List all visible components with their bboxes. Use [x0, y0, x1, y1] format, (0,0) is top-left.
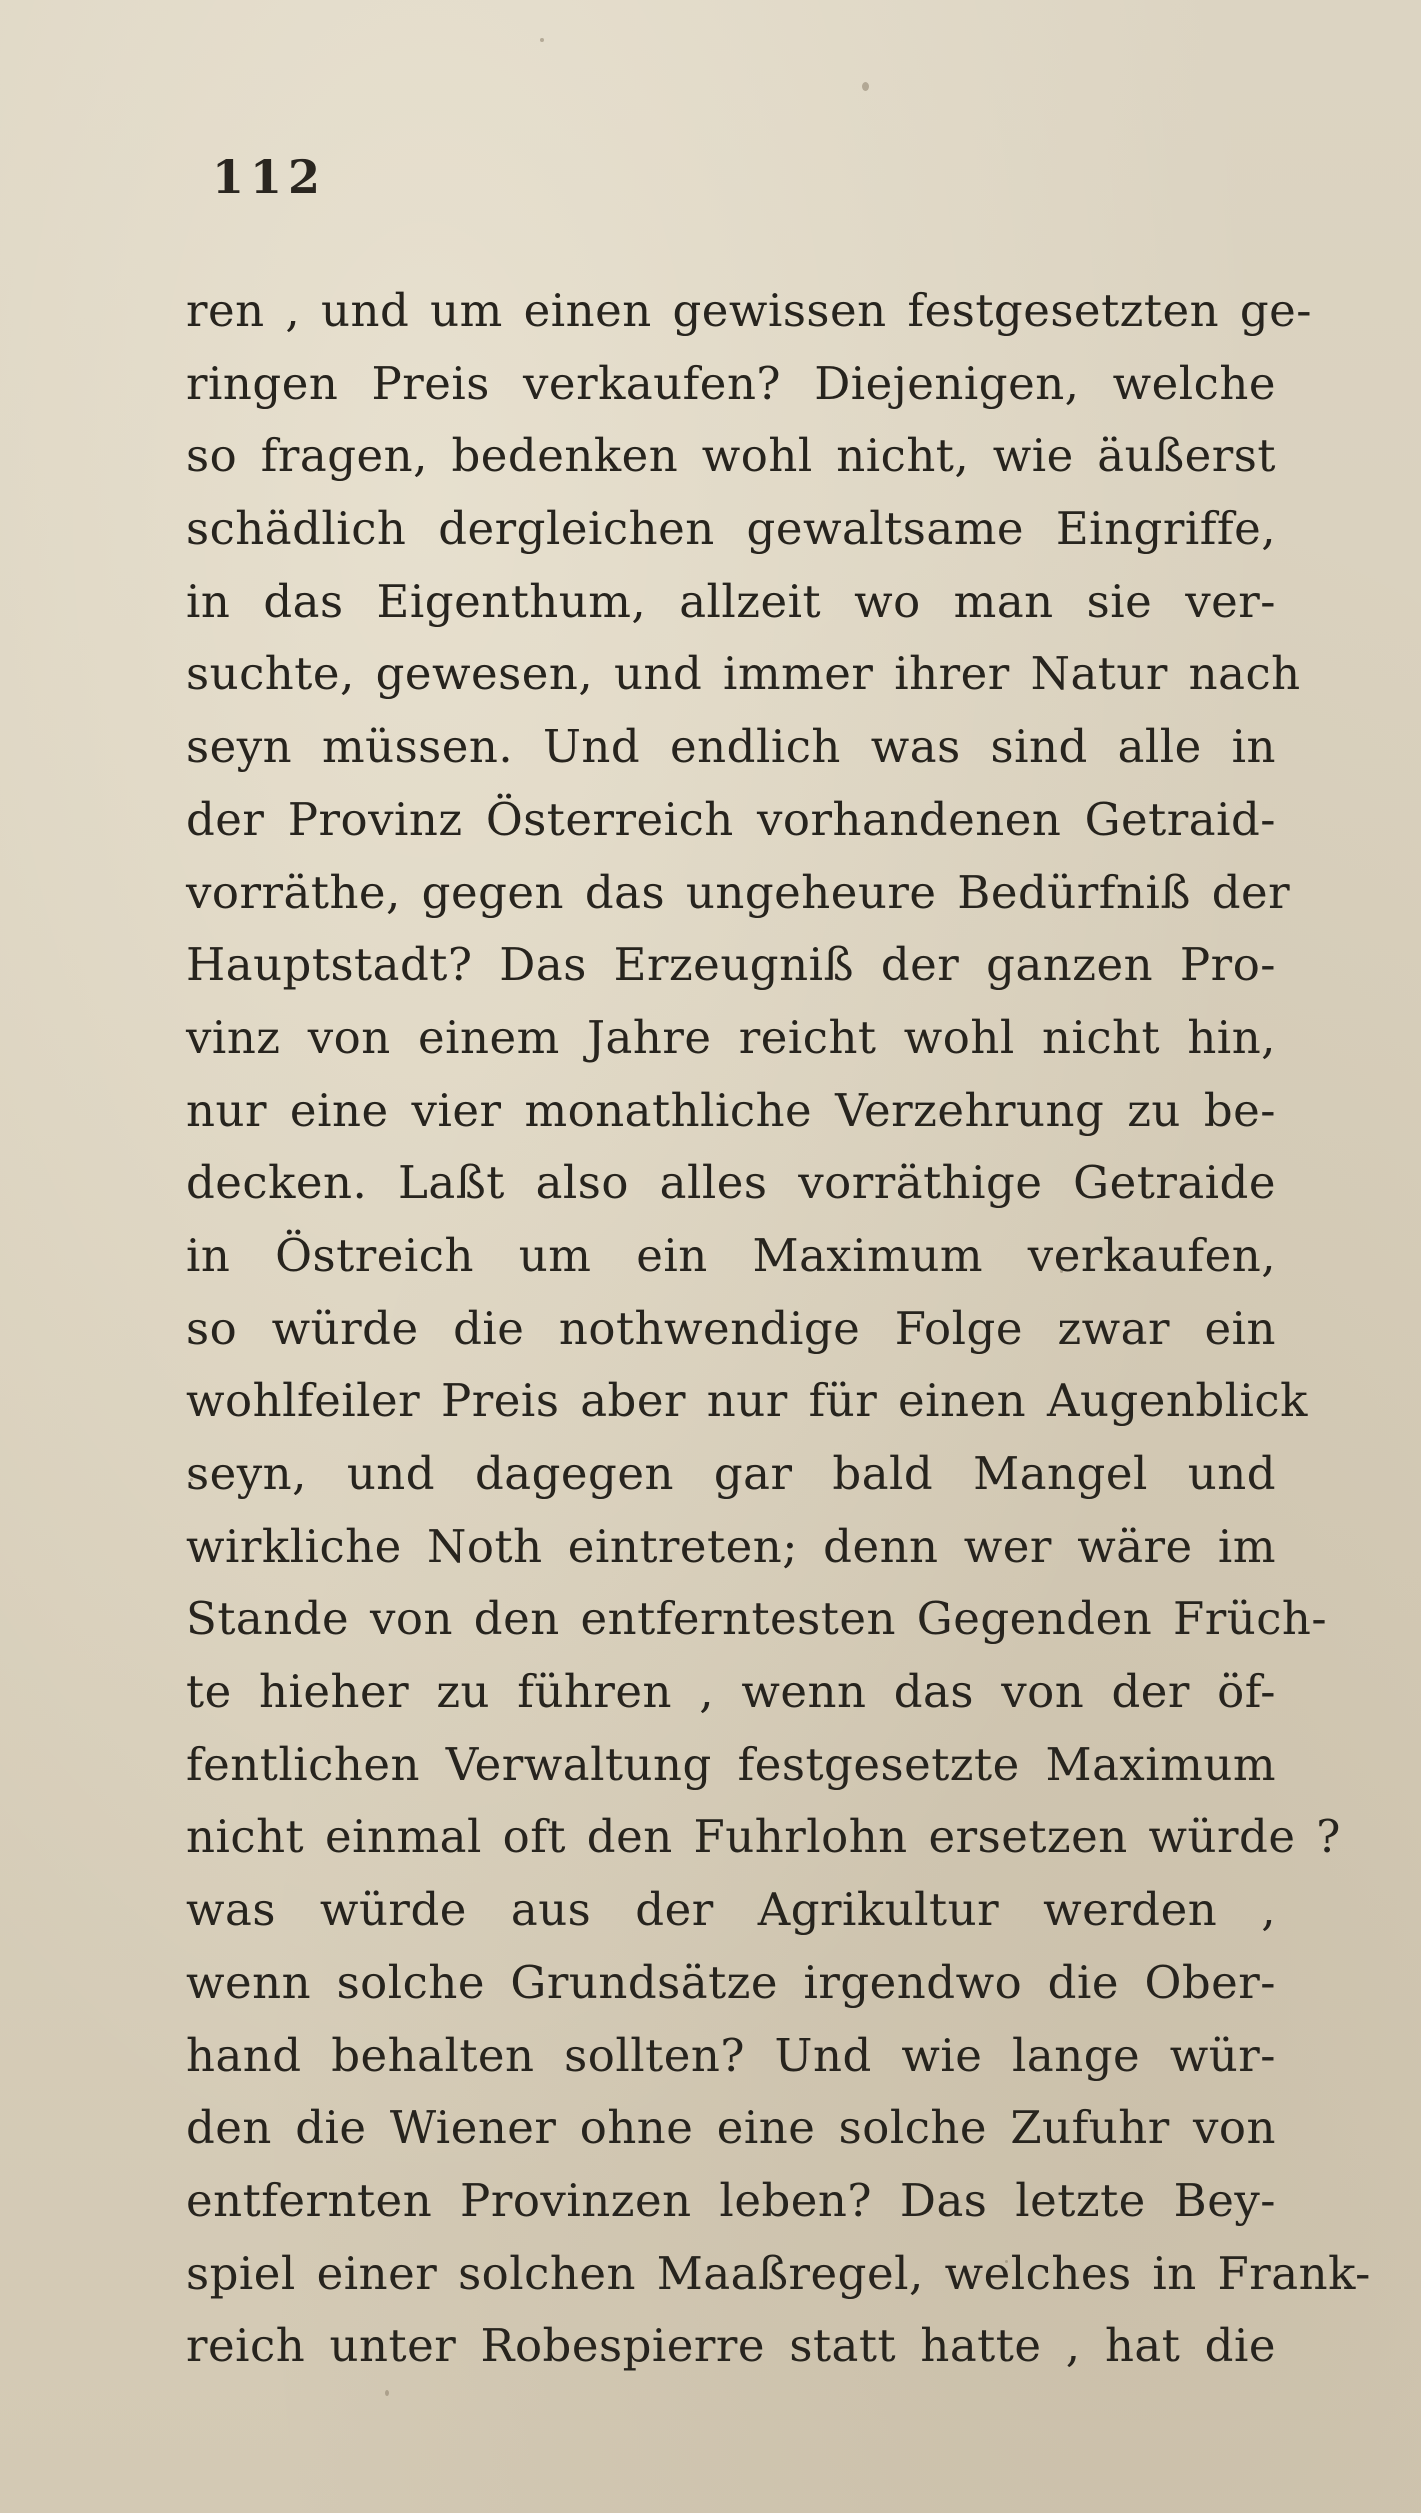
- page-number: 112: [212, 150, 327, 204]
- text-line: decken. Laßt also alles vorräthige Getraide: [186, 1156, 1276, 1210]
- text-line: in Östreich um ein Maximum verkaufen,: [186, 1228, 1276, 1282]
- text-line: so fragen, bedenken wohl nicht, wie äußerst: [186, 429, 1276, 483]
- text-line: wenn solche Grundsätze irgendwo die Ober-: [186, 1955, 1276, 2009]
- text-line: Stande von den entferntesten Gegenden Früch-: [186, 1592, 1328, 1646]
- paper-speck: [862, 82, 869, 91]
- paper-speck: [385, 2390, 389, 2396]
- text-line: wirkliche Noth eintreten; denn wer wäre im: [186, 1519, 1276, 1573]
- text-line: vinz von einem Jahre reicht wohl nicht hin,: [186, 1010, 1276, 1064]
- text-line: was würde aus der Agrikultur werden ,: [186, 1883, 1276, 1937]
- text-line: hand behalten sollten? Und wie lange wür-: [186, 2028, 1276, 2082]
- text-line: ren , und um einen gewissen festgesetzten ge-: [186, 284, 1312, 337]
- text-line: schädlich dergleichen gewaltsame Eingriffe,: [186, 502, 1276, 556]
- text-line: seyn müssen. Und endlich was sind alle in: [186, 720, 1276, 774]
- text-line: reich unter Robespierre statt hatte , hat die: [186, 2319, 1276, 2373]
- text-line: wohlfeiler Preis aber nur für einen Augenblick: [186, 1374, 1308, 1428]
- text-line: entfernten Provinzen leben? Das letzte Bey-: [186, 2173, 1276, 2227]
- text-line: spiel einer solchen Maaßregel, welches in Frank-: [186, 2246, 1371, 2300]
- text-line: nur eine vier monathliche Verzehrung zu be-: [186, 1083, 1276, 1137]
- text-line: te hieher zu führen , wenn das von der öf-: [186, 1665, 1276, 1719]
- text-line: den die Wiener ohne eine solche Zufuhr von: [186, 2101, 1276, 2155]
- text-line: fentlichen Verwaltung festgesetzte Maximum: [186, 1737, 1276, 1791]
- text-line: in das Eigenthum, allzeit wo man sie ver-: [186, 574, 1276, 628]
- text-line: so würde die nothwendige Folge zwar ein: [186, 1301, 1276, 1355]
- text-line: vorräthe, gegen das ungeheure Bedürfniß der: [186, 865, 1291, 919]
- paper-speck: [540, 38, 544, 42]
- text-line: seyn, und dagegen gar bald Mangel und: [186, 1447, 1276, 1500]
- text-line: suchte, gewesen, und immer ihrer Natur nach: [186, 647, 1301, 701]
- text-body: [186, 275, 1371, 2383]
- text-line: der Provinz Österreich vorhandenen Getraid-: [186, 792, 1276, 846]
- text-line: Hauptstadt? Das Erzeugniß der ganzen Pro-: [186, 938, 1276, 992]
- text-line: nicht einmal oft den Fuhrlohn ersetzen würde ?: [186, 1810, 1341, 1864]
- text-line: ringen Preis verkaufen? Diejenigen, welche: [186, 356, 1276, 410]
